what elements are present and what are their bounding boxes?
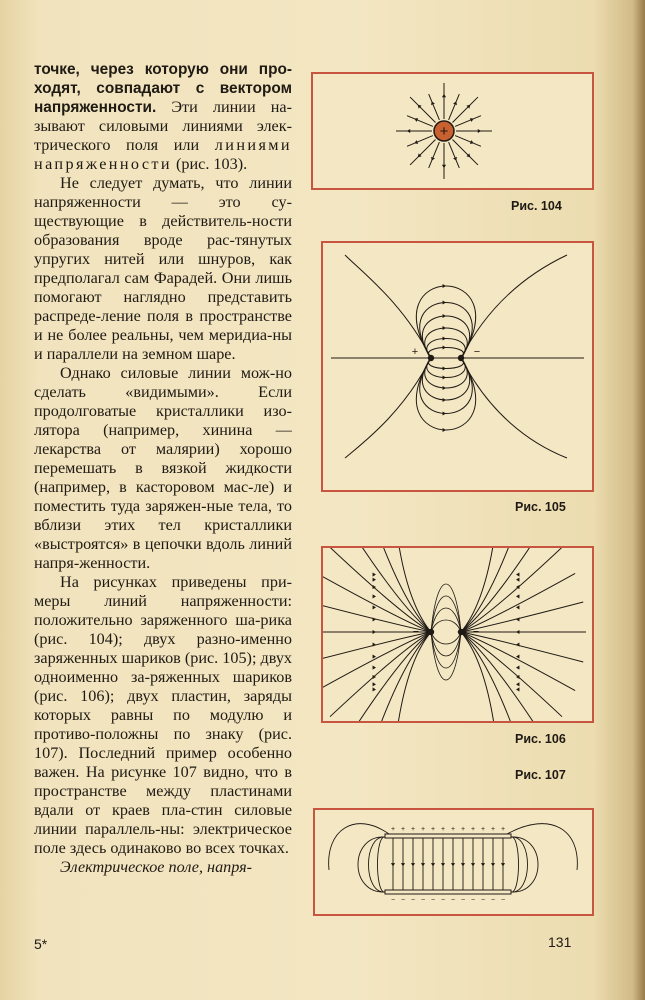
field-arrow [431,863,435,866]
field-arrow [421,863,425,866]
figure-104 [311,72,594,190]
field-arrow [373,687,376,691]
plate-sign-bottom: − [450,897,456,904]
fringe-line-left [378,837,386,892]
figure-105 [321,241,594,492]
fringe-line-right [511,837,519,892]
plate-sign-top: + [450,826,456,833]
field-arrow [443,386,446,390]
plate-sign-bottom: − [480,897,486,904]
field-arrow [516,605,519,609]
left-charge-sign: − [412,626,420,638]
plate-sign-bottom: − [440,897,446,904]
field-arrow [443,398,446,402]
field-line [461,632,583,662]
body-text-column [34,60,292,877]
field-line [449,94,460,120]
outer-fringe [507,824,577,870]
field-arrow [443,314,446,318]
field-arrow [501,863,505,866]
field-arrow [443,326,446,330]
field-arrow [516,572,519,576]
figure-104-caption: Рис. 104 [511,199,562,213]
paragraph-1-text-a: Эти линии на-зывают силовыми линиями элек-трического поля или [34,98,292,154]
fringe-line-left [358,837,385,892]
field-line [348,632,431,721]
field-line [461,548,562,632]
paragraph-1 [34,60,292,174]
field-arrow [443,375,446,379]
field-arrow [443,428,446,432]
field-arrow [478,129,481,133]
field-arrow [391,863,395,866]
page-edge-shadow [633,0,645,1000]
charge-sign: + [439,123,449,140]
field-arrow [373,572,376,576]
field-arrow [516,687,519,691]
outer-fringe [329,824,389,870]
field-line [455,136,481,147]
plate-sign-top: + [390,826,396,833]
between-line [431,620,461,632]
paragraph-2: Не следует думать, что линии напряженности — это су-ществующие в действитель-ности образования вроде рас-тянутых упругих нитей или шнуров, как предполагал сам Фарадей. Они лишь помогают наглядно представить распреде-ление поля в пространстве и не более реальны, чем меридиа-ны и параллели на земном шаре. [34,174,292,363]
field-arrow [443,366,446,370]
field-line-lower [420,358,473,414]
plate-sign-top: + [430,826,436,833]
plate-sign-top: + [420,826,426,833]
plate-sign-bottom: − [430,897,436,904]
bottom-plate [385,890,511,894]
field-arrow [441,863,445,866]
plate-sign-bottom: − [400,897,406,904]
field-arrow [373,578,376,582]
figure-105-caption: Рис. 105 [515,500,566,514]
field-arrow [373,594,376,598]
plate-sign-bottom: − [500,897,506,904]
field-arrow [411,863,415,866]
signature-mark: 5* [34,936,48,952]
field-arrow [442,94,446,97]
field-arrow [471,863,475,866]
field-line [407,116,433,127]
field-arrow [443,345,446,349]
field-arrow [442,165,446,168]
field-arrow [451,863,455,866]
outer-line [461,358,567,458]
plate-sign-bottom: − [410,897,416,904]
field-arrow [373,630,376,634]
field-arrow [516,643,519,647]
paragraph-5-italic: Электрическое поле, напря- [60,858,253,876]
outer-line [461,255,567,358]
figure-107 [313,808,594,916]
spaced-term: линиями напряженности [34,136,292,173]
field-line [455,116,481,127]
field-line-upper [425,328,467,358]
field-line [429,142,440,168]
field-arrow [461,863,465,866]
field-line [323,573,431,632]
field-arrow [516,617,519,621]
field-line-upper [420,303,473,359]
field-arrow [373,655,376,659]
outer-line [345,358,431,458]
between-line [431,632,461,644]
right-charge-sign: − [472,626,480,638]
plate-sign-top: + [410,826,416,833]
field-arrow [373,617,376,621]
left-charge-sign: + [411,346,419,358]
figure-105-drawing [323,243,592,490]
plate-sign-top: + [500,826,506,833]
field-arrow [443,284,446,288]
plate-sign-top: + [470,826,476,833]
fringe-line-right [511,837,528,892]
figure-107-caption: Рис. 107 [515,768,566,782]
field-line [461,632,544,721]
right-sphere [458,629,464,635]
paragraph-3: Однако силовые линии мож-но сделать «видимыми». Если продолговатые кристаллики изо-лятора (например, хинина — лекарства от малярии) хорошо перемешать в вязкой жидкости (например, в касторовом мас-ле) и поместить туда заряжен-ные тела, то вблизи этих тел кристаллики «выстроятся» в цепочки вдоль линий напря-женности. [34,364,292,572]
field-arrow [407,129,410,133]
field-arrow [516,594,519,598]
field-line-lower [425,358,467,388]
field-arrow [373,666,376,670]
fringe-line-left [369,837,386,892]
figure-104-drawing [313,74,592,188]
plate-sign-bottom: − [490,897,496,904]
field-line [407,136,433,147]
field-arrow [443,300,446,304]
field-arrow [373,682,376,686]
right-charge-sign: − [473,346,481,358]
field-arrow [516,578,519,582]
field-arrow [401,863,405,866]
positive-sphere [428,355,434,361]
negative-sphere [458,355,464,361]
plate-sign-top: + [460,826,466,833]
paragraph-1-text-b: (рис. 103). [171,155,248,173]
plate-sign-top: + [400,826,406,833]
plate-sign-top: + [480,826,486,833]
field-line [461,602,583,632]
paragraph-4: На рисунках приведены при-меры линий напряженности: положительно заряженного ша-рика (рис. 104); двух разно-именно заряженных шариков (рис. 105); двух одноименно за-ряженных шариков (рис. 106); двух пластин, заряды которых равны по модулю и противо-положны по знаку (рис. 107). Последний пример особенно важен. На рисунке 107 видно, что в пространстве между пластинами вдали от краев пла-стин силовые линии параллель-ны: электрическое поле здесь одинаково во всех точках. [34,573,293,857]
plate-sign-bottom: − [390,897,396,904]
left-sphere [428,629,434,635]
field-arrow [516,666,519,670]
field-arrow [373,605,376,609]
field-arrow [443,336,446,340]
field-line [449,142,460,168]
plate-sign-bottom: − [460,897,466,904]
figure-106-caption: Рис. 106 [515,732,566,746]
figure-106 [321,546,594,723]
field-line-upper [427,339,465,359]
field-arrow [481,863,485,866]
field-line [323,632,431,691]
field-arrow [443,411,446,415]
plate-sign-top: + [490,826,496,833]
field-line-lower [427,358,465,378]
plate-sign-bottom: − [470,897,476,904]
field-arrow [516,630,519,634]
field-line [330,632,431,717]
figure-106-drawing [323,548,592,721]
plate-sign-bottom: − [420,897,426,904]
field-line [330,548,431,632]
plate-sign-top: + [440,826,446,833]
top-plate [385,834,511,838]
field-line [429,94,440,120]
figure-107-drawing [315,810,592,914]
fringe-line-right [511,837,538,892]
field-arrow [516,682,519,686]
field-arrow [516,655,519,659]
field-arrow [373,643,376,647]
page-number: 131 [548,934,572,950]
field-line [461,632,562,717]
bold-lead: точке, через которую они про-ходят, совпадают с вектором напряженности. [34,61,292,116]
field-arrow [491,863,495,866]
